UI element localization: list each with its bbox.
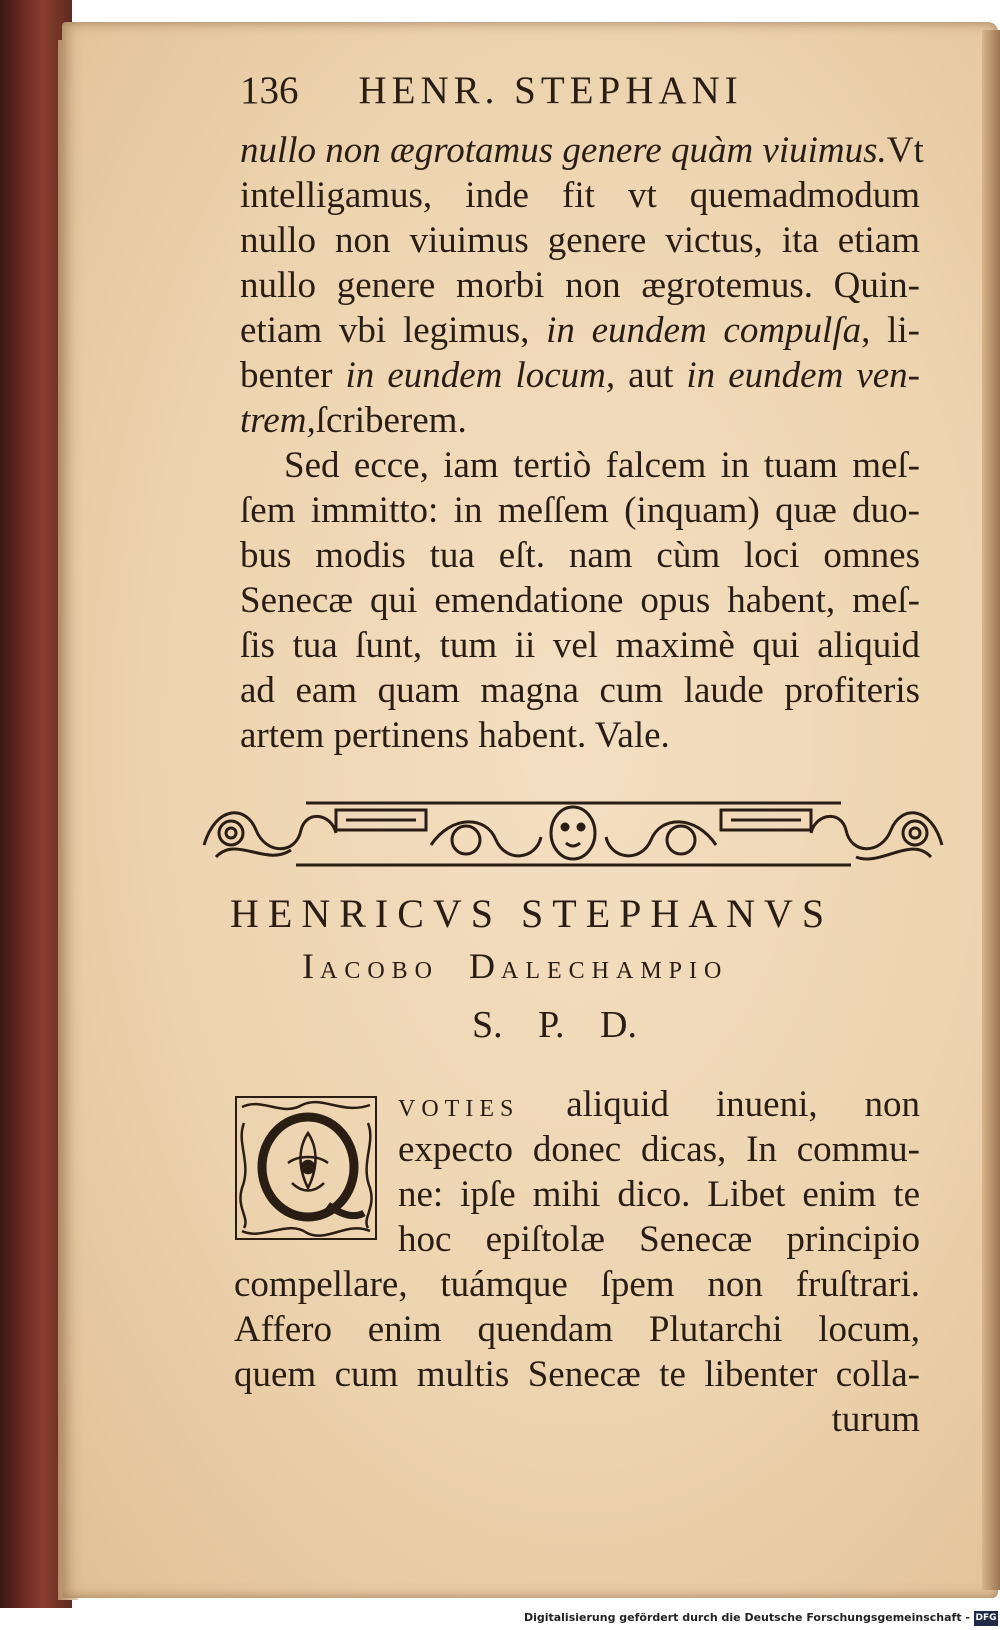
text-line: ad eam quam magna cum laude profiteris <box>240 670 920 711</box>
text-line: Sed ecce, iam tertiò falcem in tuam meſ- <box>284 445 920 486</box>
decorated-initial-q <box>232 1093 380 1243</box>
text-line <box>240 128 924 173</box>
text-line: nullo non viuimus genere victus, ita etiam <box>240 220 920 261</box>
roman-run: ſcriberem. <box>315 400 467 441</box>
small-caps-rest: ACOBO <box>320 958 440 984</box>
paragraph-1 <box>240 128 924 758</box>
text-line: artem pertinens habent. Vale. <box>240 715 670 756</box>
digitization-footer <box>0 1608 1000 1630</box>
roman-run: etiam vbi legimus, <box>240 310 547 351</box>
text-line <box>240 398 920 443</box>
text-line <box>398 1082 920 1127</box>
small-caps-run: VOTIES <box>398 1096 520 1122</box>
running-title: HENR. STEPHANI <box>358 69 743 112</box>
roman-run: benter <box>240 355 346 396</box>
ornament-band <box>196 795 950 871</box>
page-number: 136 <box>240 69 299 112</box>
roman-run: aut <box>615 355 687 396</box>
text-line: Senecæ qui emendatione opus habent, meſ- <box>240 580 920 621</box>
small-caps-initial: I <box>302 946 320 986</box>
page-fore-edge <box>982 30 1000 1590</box>
text-line: ne: ipſe mihi dico. Libet enim te <box>398 1174 920 1215</box>
text-line: compellare, tuámque ſpem non fruſtrari. <box>234 1264 920 1305</box>
letter-heading-sender: HENRICVS STEPHANVS <box>230 891 834 936</box>
text-line <box>240 308 920 353</box>
funding-credit: Digitalisierung gefördert durch die Deutsche Forschungsgemeinschaft - <box>523 1611 970 1624</box>
italic-run: nullo non ægrotamus genere quàm viuimus. <box>240 130 887 171</box>
text-line: ſem immitto: in meſſem (inquam) quæ duo- <box>240 490 920 531</box>
roman-run: aliquid inueni, non <box>519 1084 920 1125</box>
roman-run: , li- <box>861 310 920 351</box>
letter-opening-lines <box>398 1082 920 1262</box>
salutation-abbrev: S. P. D. <box>472 1004 637 1046</box>
italic-run: in eundem compulſa <box>546 310 862 351</box>
text-line: bus modis tua eſt. nam cùm loci omnes <box>240 535 920 576</box>
text-line <box>240 353 920 398</box>
letter-heading-recipient <box>302 945 902 987</box>
text-line: intelligamus, inde fit vt quemadmodum <box>240 175 920 216</box>
text-line: expecto donec dicas, In commu- <box>398 1129 920 1170</box>
text-line: nullo genere morbi non ægrotemus. Quin- <box>240 265 920 306</box>
text-line: hoc epiſtolæ Senecæ principio <box>398 1219 920 1260</box>
roman-run: Vt <box>886 130 924 171</box>
italic-run: in eundem ven- <box>686 355 921 396</box>
text-line: quem cum multis Senecæ te libenter colla- <box>234 1354 920 1395</box>
dfg-logo: DFG <box>974 1611 998 1626</box>
letter-continuation <box>234 1262 920 1442</box>
catchword: turum <box>831 1399 920 1440</box>
text-line: Affero enim quendam Plutarchi locum, <box>234 1309 920 1350</box>
text-line: ſis tua ſunt, tum ii vel maximè qui aliquid <box>240 625 920 666</box>
small-caps-initial: D <box>469 946 502 986</box>
italic-run: in eundem locum, <box>345 355 616 396</box>
small-caps-rest: ALECHAMPIO <box>501 958 729 984</box>
running-head <box>240 68 860 113</box>
italic-run: trem, <box>240 400 316 441</box>
